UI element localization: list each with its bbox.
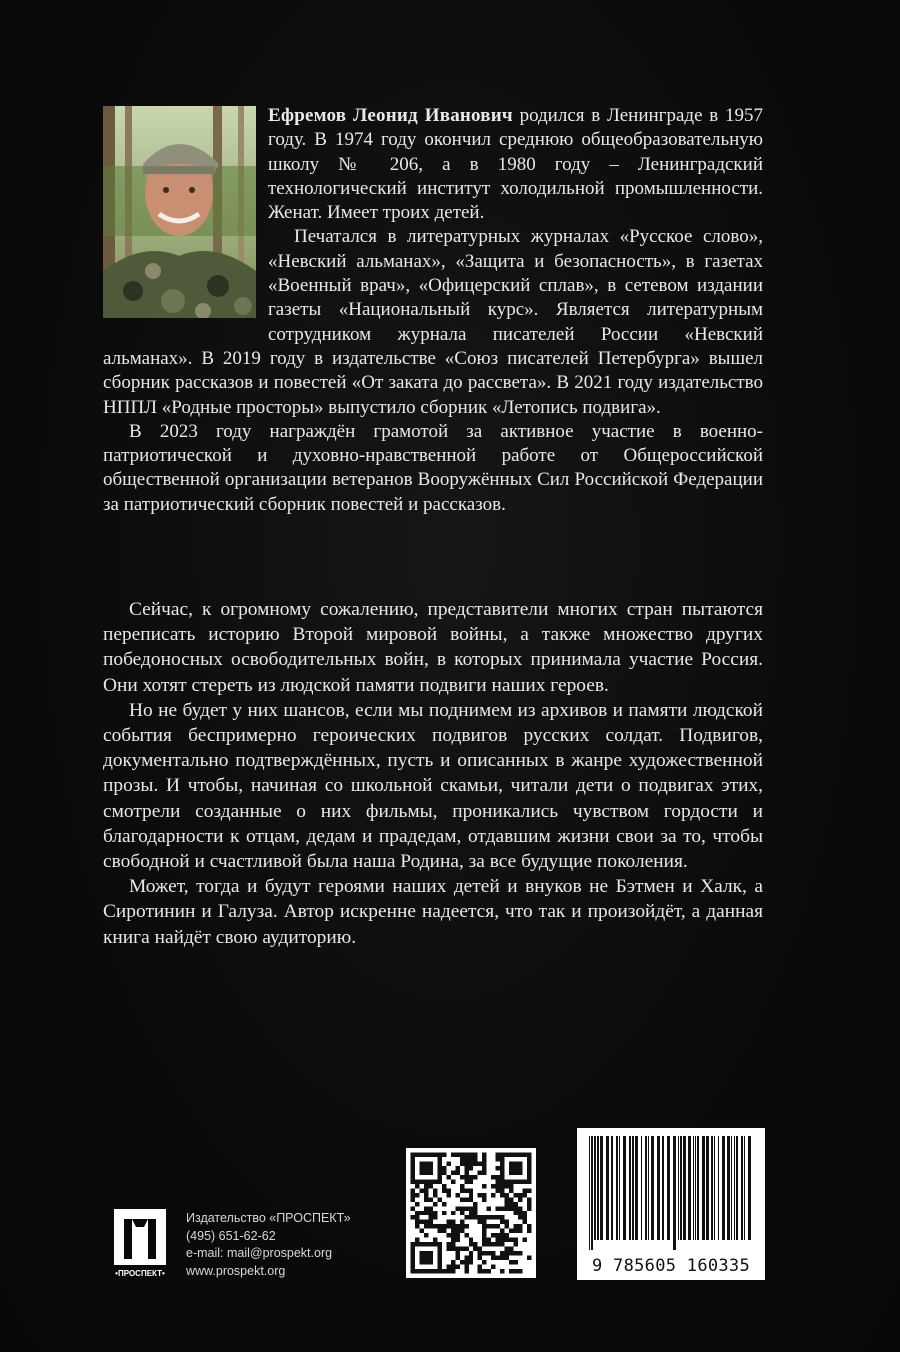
barcode-bar — [651, 1136, 654, 1240]
barcode-bar — [662, 1136, 664, 1240]
bio-paragraph-3: В 2023 году награждён грамотой за активное участие в военно-патриотической и духовно-нравственной работе от Общероссийской общественной организации ветеранов Вооружённых Сил Российской Федерации за патриотический сборник повестей и рассказов. — [103, 420, 763, 515]
barcode-bar — [736, 1136, 738, 1240]
barcode-bar — [648, 1136, 649, 1240]
barcode-bar — [718, 1136, 719, 1240]
barcode-bar — [702, 1136, 705, 1240]
barcode-bar — [697, 1136, 699, 1240]
barcode-bar — [744, 1136, 745, 1240]
author-name: Ефремов Леонид Иванович — [268, 105, 513, 126]
annotation-paragraph-2: Но не будет у них шансов, если мы поднимем из архивов и памяти людской события беспримерно героических подвигов русских солдат. Подвигов, документально подтверждённых, пусть и описанных в жанре художественной прозы. И чтобы, начиная со школьной скамьи, читали дети о подвигах этих, смотрели созданные о них фильмы, проникались чувством гордости и благодарности к отцам, дедам и прадедам, отдавшим жизни свои за то, чтобы свободной и счастливой была наша Родина, за все будущие поколения. — [103, 699, 763, 873]
barcode-bar — [680, 1136, 682, 1240]
barcode-bar — [623, 1136, 626, 1240]
barcode-bar — [597, 1136, 599, 1240]
annotation-paragraph-1: Сейчас, к огромному сожалению, представители многих стран пытаются переписать историю Второй мировой войны, а также множество других победоносных освободительных войн, в которых принимала участие Россия. Они хотят стереть из людской памяти подвиги наших героев. — [103, 599, 763, 696]
publisher-logo-text: •ПРОСПЕКТ• — [115, 1269, 165, 1278]
annotation-paragraph-3: Может, тогда и будут героями наших детей и внуков не Бэтмен и Халк, а Сиротинин и Галуза. Автор искренне надеется, что так и произойдёт, а данная книга найдёт свою аудиторию. — [103, 876, 763, 948]
qr-code — [406, 1148, 536, 1278]
barcode-bar — [616, 1136, 618, 1240]
publisher-info — [186, 1210, 351, 1280]
publisher-phone: (495) 651-62-62 — [186, 1228, 276, 1243]
barcode-bar — [600, 1136, 603, 1240]
barcode-bar — [606, 1136, 609, 1240]
barcode-bar — [657, 1136, 660, 1240]
barcode-bar — [632, 1136, 634, 1240]
barcode-bar — [693, 1136, 694, 1240]
barcode-bar — [727, 1136, 730, 1240]
barcode-bar — [695, 1136, 696, 1240]
isbn-digits: 9 785605 160335 — [591, 1256, 751, 1276]
barcode-bar — [645, 1136, 647, 1240]
barcode-bar — [641, 1136, 642, 1240]
barcode-bar — [678, 1136, 679, 1240]
barcode-bar — [673, 1136, 676, 1250]
barcode-bar — [722, 1136, 725, 1240]
author-biography — [103, 104, 763, 517]
barcode-bar — [635, 1136, 638, 1240]
barcode-bar — [683, 1136, 686, 1240]
publisher-website: www.prospekt.org — [186, 1263, 286, 1278]
barcode-bar — [714, 1136, 715, 1240]
barcode-bar — [731, 1136, 732, 1240]
publisher-name: Издательство «ПРОСПЕКТ» — [186, 1211, 351, 1225]
barcode-bar — [706, 1136, 709, 1240]
publisher-logo — [108, 1209, 172, 1279]
barcode-bar — [688, 1136, 691, 1240]
barcode-bar — [711, 1136, 713, 1240]
barcode-bar — [591, 1136, 593, 1250]
barcode-bar — [748, 1136, 751, 1240]
barcode-bar — [589, 1136, 590, 1250]
barcode-bar — [629, 1136, 631, 1240]
publisher-email: e-mail: mail@prospekt.org — [186, 1246, 333, 1260]
barcode-bar — [619, 1136, 620, 1240]
isbn-barcode — [577, 1128, 765, 1280]
barcode-bar — [667, 1136, 670, 1240]
barcode-bar — [611, 1136, 613, 1240]
bio-paragraph-2: Печатался в литературных журналах «Русское слово», «Невский альманах», «Защита и безопасность», в газетах «Военный врач», «Офицерский сплав», в сетевом издании газеты «Национальный курс». Является литературным сотрудником журнала писателей России «Невский альманах». В 2019 году в издательстве «Союз писателей Петербурга» вышел сборник рассказов и повестей «От заката до рассвета». В 2021 году издательство НППЛ «Родные просторы» выпустило сборник «Летопись подвига». — [103, 226, 763, 418]
barcode-bar — [741, 1136, 743, 1240]
barcode-bar — [734, 1136, 735, 1240]
photo-spacer — [103, 104, 256, 326]
bio-paragraph-1-text: родился в Ленинграде в 1957 году. В 1974 году окончил среднюю общеобразовательную школу № 206, а в 1980 году – Ленинградский технологический институт холодильной промышленности. Женат. Имеет троих детей. — [268, 105, 763, 224]
book-annotation — [103, 597, 763, 950]
barcode-bar — [594, 1136, 596, 1240]
